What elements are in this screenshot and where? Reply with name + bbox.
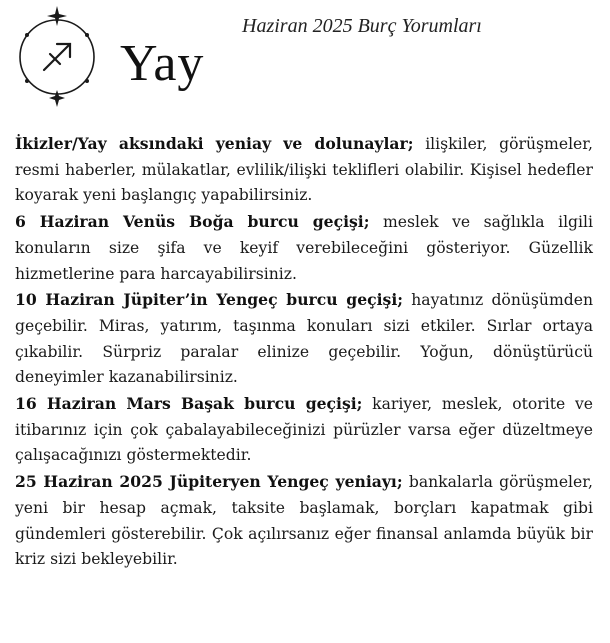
sparkle-top-icon [47, 6, 67, 26]
paragraph-eclipses [15, 131, 593, 209]
horoscope-content [15, 131, 593, 573]
paragraph-heading: 25 Haziran 2025 Jüpiteryen Yengeç yeniayı; [15, 472, 403, 492]
page-header [0, 0, 610, 120]
paragraph-heading: 16 Haziran Mars Başak burcu geçişi; [15, 394, 363, 414]
paragraph-body: kariyer, meslek, otorite ve itibarınız için çok çabalayabileceğinizi pürüzler varsa eğer düzeltmeye çalışacağınızı göstermektedir. [15, 395, 593, 465]
sagittarius-emblem-icon [8, 6, 106, 108]
paragraph-new-moon [15, 469, 593, 573]
paragraph-mars [15, 391, 593, 469]
sparkle-bottom-icon [49, 90, 65, 107]
paragraph-heading: 10 Haziran Jüpiter’in Yengeç burcu geçişi; [15, 290, 404, 310]
paragraph-body: ilişkiler, görüşmeler, resmi haberler, mülakatlar, evlilik/ilişki teklifleri olabilir. Kişisel hedefler koyarak yeni başlangıç yapabilirsiniz. [15, 135, 593, 205]
paragraph-heading: 6 Haziran Venüs Boğa burcu geçişi; [15, 212, 370, 232]
dot-left-top [25, 33, 29, 37]
dot-right-bottom [85, 79, 89, 83]
document-title: Haziran 2025 Burç Yorumları [242, 15, 482, 37]
paragraph-body: hayatınız dönüşümden geçebilir. Miras, yatırım, taşınma konuları sizi etkiler. Sırlar ortaya çıkabilir. Sürpriz paralar elinize geçebilir. Yoğun, dönüştürücü deneyimler kazanabilirsiniz. [15, 291, 593, 387]
paragraph-heading: İkizler/Yay aksındaki yeniay ve dolunaylar; [15, 134, 414, 153]
paragraph-jupiter [15, 287, 593, 391]
paragraph-body: bankalarla görüşmeler, yeni bir hesap açmak, taksite başlamak, borçları kapatmak gibi gündemleri gösterebilir. Çok açılırsanız eğer finansal anlamda büyük bir kriz sizi bekleyebilir. [15, 473, 593, 569]
paragraph-body: meslek ve sağlıkla ilgili konuların size şifa ve keyif verebileceğini gösteriyor. Güzellik hizmetlerine para harcayabilirsiniz. [15, 213, 593, 283]
dot-left-bottom [25, 79, 29, 83]
sagittarius-arrow-icon [44, 44, 70, 70]
paragraph-venus [15, 209, 593, 287]
sign-name: Yay [120, 35, 205, 92]
dot-right-top [85, 33, 89, 37]
